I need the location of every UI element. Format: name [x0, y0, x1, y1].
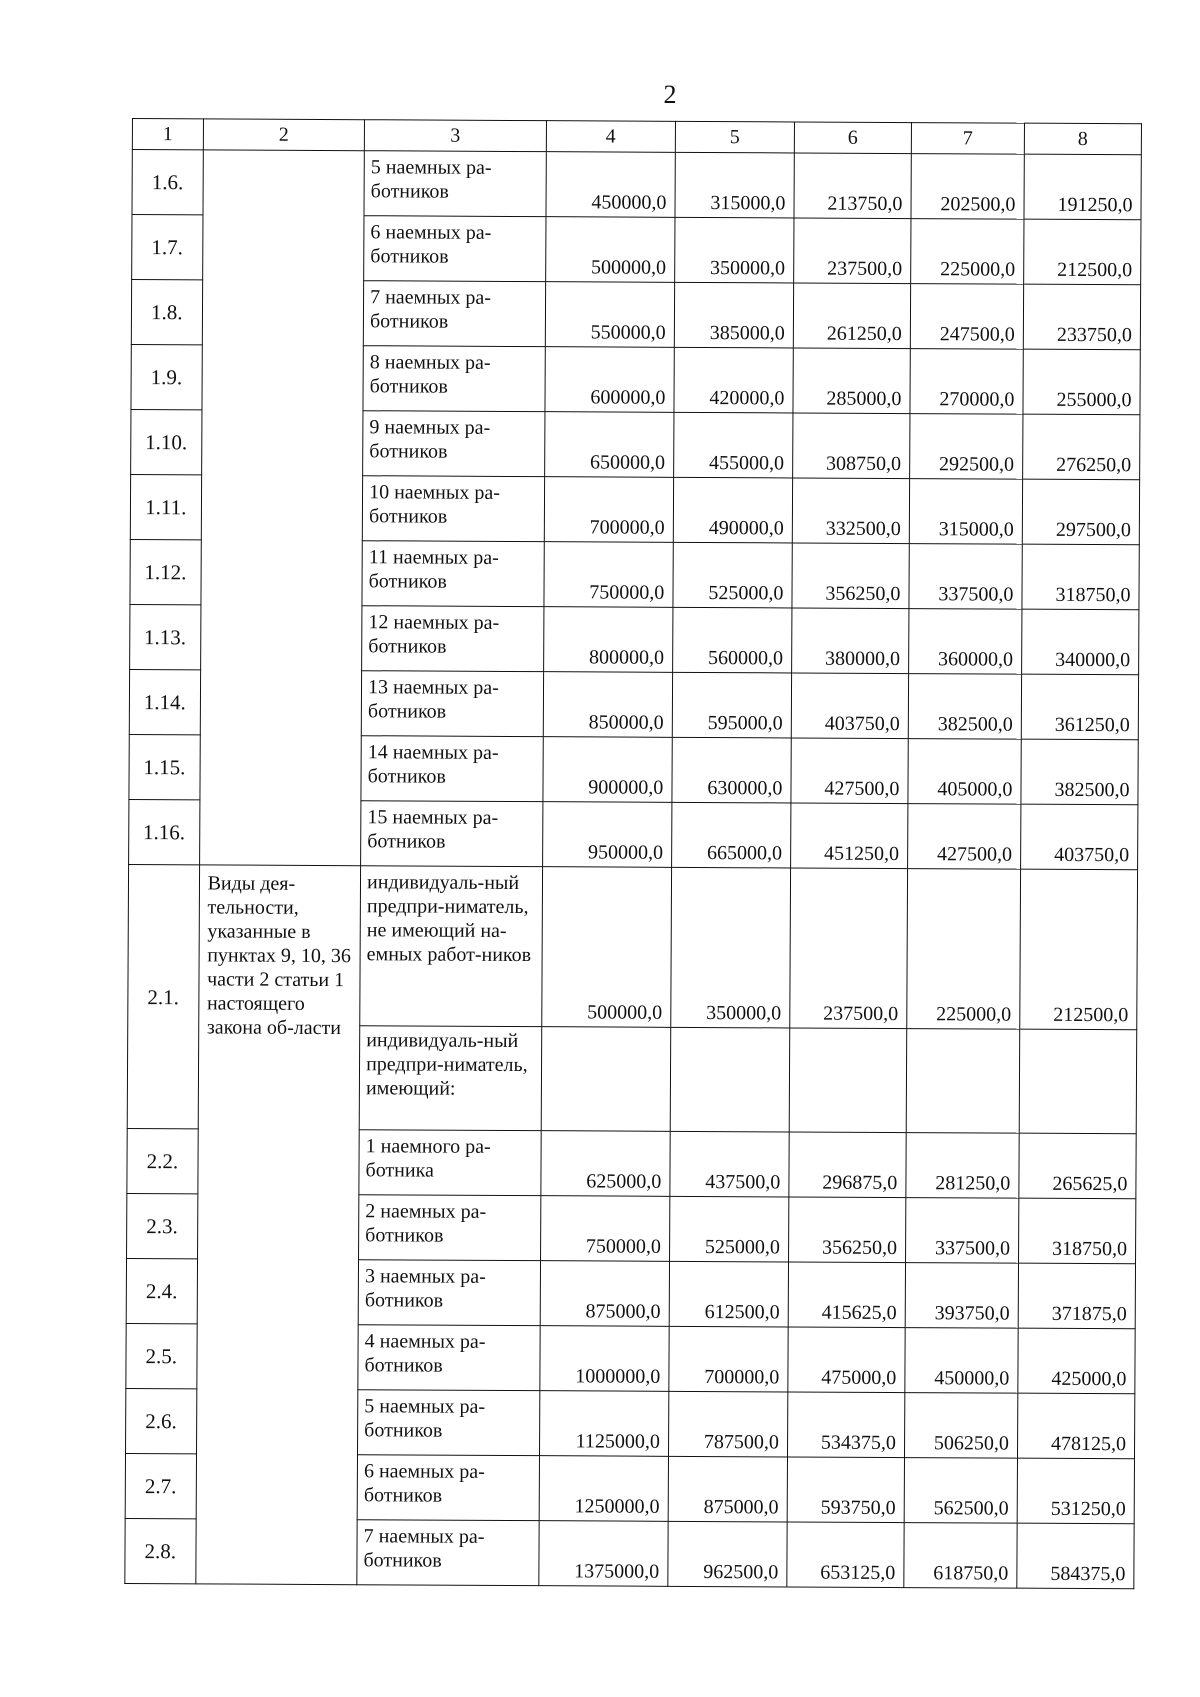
value-cell: 255000,0: [1023, 349, 1140, 415]
value-cell: 455000,0: [673, 412, 792, 478]
row-description: 6 наемных ра-ботников: [357, 1455, 539, 1521]
value-cell: 531250,0: [1017, 1458, 1134, 1524]
header-cell: 1: [132, 119, 203, 150]
value-cell: 560000,0: [672, 607, 791, 673]
value-cell: 415625,0: [788, 1262, 905, 1328]
value-cell: 1125000,0: [539, 1391, 668, 1457]
empty-value-cell: [906, 1029, 1020, 1134]
row-number: 1.15.: [129, 734, 200, 799]
value-cell: 382500,0: [908, 674, 1021, 740]
value-cell: 593750,0: [787, 1457, 904, 1523]
row-description: 14 наемных ра-ботников: [361, 736, 543, 802]
value-cell: 478125,0: [1017, 1393, 1134, 1459]
row-description: 3 наемных ра-ботников: [358, 1260, 540, 1326]
row-description: 1 наемного ра-ботника: [359, 1130, 541, 1196]
empty-value-cell: [670, 1027, 790, 1132]
value-cell: 584375,0: [1017, 1523, 1134, 1589]
value-cell: 318750,0: [1018, 1198, 1135, 1264]
value-cell: 420000,0: [674, 347, 793, 413]
value-cell: 525000,0: [669, 1196, 788, 1262]
value-cell: 356250,0: [788, 1197, 905, 1263]
value-cell: 292500,0: [910, 414, 1023, 480]
value-cell: 191250,0: [1024, 154, 1141, 220]
value-cell: 403750,0: [1020, 804, 1137, 870]
value-cell: 247500,0: [910, 284, 1023, 350]
row-number: 1.14.: [129, 669, 200, 734]
value-cell: 612500,0: [669, 1261, 788, 1327]
row-number: 2.6.: [126, 1388, 197, 1453]
table-row: [128, 864, 1138, 1029]
value-cell: 315000,0: [675, 152, 794, 218]
value-cell: 237500,0: [790, 868, 908, 1029]
value-cell: 332500,0: [792, 478, 909, 544]
value-cell: 500000,0: [545, 217, 674, 283]
value-cell: 237500,0: [794, 218, 911, 284]
value-cell: 600000,0: [545, 347, 674, 413]
value-cell: 233750,0: [1023, 284, 1140, 350]
value-cell: 427500,0: [791, 738, 908, 804]
value-cell: 595000,0: [672, 672, 791, 738]
header-cell: 8: [1024, 123, 1141, 155]
value-cell: 340000,0: [1021, 609, 1138, 675]
value-cell: 787500,0: [668, 1391, 787, 1457]
value-cell: 650000,0: [544, 412, 673, 478]
row-description: 5 наемных ра-ботников: [364, 151, 546, 217]
row-number: 1.13.: [130, 604, 201, 669]
value-cell: 900000,0: [543, 737, 672, 803]
row-description: 2 наемных ра-ботников: [359, 1195, 541, 1261]
value-cell: 1375000,0: [538, 1521, 667, 1587]
row-number: 1.6.: [132, 150, 203, 215]
row-description: 12 наемных ра-ботников: [362, 606, 544, 672]
value-cell: 534375,0: [787, 1392, 904, 1458]
value-cell: 270000,0: [910, 349, 1023, 415]
value-cell: 653125,0: [787, 1522, 904, 1588]
value-cell: 385000,0: [674, 282, 793, 348]
value-cell: 281250,0: [906, 1133, 1019, 1199]
value-cell: 403750,0: [791, 673, 908, 739]
value-cell: 625000,0: [541, 1131, 670, 1197]
value-cell: 525000,0: [673, 542, 792, 608]
value-cell: 630000,0: [672, 737, 791, 803]
value-cell: 382500,0: [1021, 739, 1138, 805]
value-cell: 405000,0: [908, 739, 1021, 805]
row-description: 7 наемных ра-ботников: [363, 281, 545, 347]
row-description: 4 наемных ра-ботников: [358, 1325, 540, 1391]
value-cell: 962500,0: [668, 1521, 787, 1587]
row-description: 8 наемных ра-ботников: [363, 346, 545, 412]
row-description: 6 наемных ра-ботников: [364, 216, 546, 282]
value-cell: 213750,0: [794, 153, 911, 219]
value-cell: 750000,0: [540, 1196, 669, 1262]
row-number: 1.11.: [130, 474, 201, 539]
value-cell: 393750,0: [905, 1263, 1018, 1329]
row-description: 7 наемных ра-ботников: [357, 1520, 539, 1586]
value-cell: 437500,0: [670, 1131, 789, 1197]
row-description: индивидуаль-ный предпри-ниматель, не имеющий на-емных работ-ников: [360, 866, 542, 1027]
value-cell: 665000,0: [671, 802, 790, 868]
row-description: 11 наемных ра-ботников: [362, 541, 544, 607]
value-cell: 850000,0: [543, 672, 672, 738]
value-cell: 308750,0: [792, 413, 909, 479]
value-cell: 875000,0: [668, 1456, 787, 1522]
empty-value-cell: [789, 1028, 907, 1133]
tariff-table: [124, 118, 1142, 1589]
value-cell: 450000,0: [905, 1328, 1018, 1394]
value-cell: 261250,0: [793, 283, 910, 349]
value-cell: 285000,0: [793, 348, 910, 414]
value-cell: 450000,0: [546, 152, 675, 218]
row-number: 2.2.: [127, 1128, 198, 1193]
activity-group-label: Виды дея-тельности, указанные в пунктах 9, 10, 36 части 2 статьи 1 настоящего закона об-ласти: [195, 865, 360, 1585]
row-number: 2.3.: [127, 1193, 198, 1258]
row-number: 2.7.: [125, 1453, 196, 1518]
value-cell: 225000,0: [911, 219, 1024, 285]
value-cell: 371875,0: [1018, 1263, 1135, 1329]
value-cell: 950000,0: [542, 802, 671, 868]
header-cell: 6: [794, 122, 911, 154]
page-number: 2: [663, 80, 677, 109]
row-description: 13 наемных ра-ботников: [361, 671, 543, 737]
row-description: индивидуаль-ный предпри-ниматель, имеющий:: [359, 1026, 541, 1131]
value-cell: 318750,0: [1022, 544, 1139, 610]
value-cell: 800000,0: [543, 607, 672, 673]
value-cell: 475000,0: [788, 1327, 905, 1393]
row-number: 2.8.: [125, 1518, 196, 1583]
row-number: 1.12.: [130, 539, 201, 604]
row-number: 1.10.: [131, 409, 202, 474]
value-cell: 212500,0: [1024, 219, 1141, 285]
value-cell: 315000,0: [909, 479, 1022, 545]
header-cell: 2: [203, 119, 365, 151]
value-cell: 700000,0: [669, 1326, 788, 1392]
value-cell: 202500,0: [911, 154, 1024, 220]
value-cell: 276250,0: [1023, 414, 1140, 480]
row-number: 2.5.: [126, 1323, 197, 1388]
value-cell: 361250,0: [1021, 674, 1138, 740]
value-cell: 212500,0: [1020, 869, 1138, 1030]
value-cell: 562500,0: [904, 1458, 1017, 1524]
value-cell: 360000,0: [908, 609, 1021, 675]
value-cell: 1250000,0: [539, 1456, 668, 1522]
table-row: [132, 150, 1141, 220]
value-cell: 350000,0: [674, 217, 793, 283]
value-cell: 337500,0: [909, 544, 1022, 610]
value-cell: 490000,0: [673, 477, 792, 543]
row-description: 10 наемных ра-ботников: [362, 476, 544, 542]
value-cell: 550000,0: [545, 282, 674, 348]
value-cell: 875000,0: [540, 1261, 669, 1327]
row-number: 1.7.: [132, 215, 203, 280]
row-description: 5 наемных ра-ботников: [358, 1390, 540, 1456]
row-number: 1.9.: [131, 344, 202, 409]
header-cell: 5: [675, 121, 794, 153]
value-cell: 297500,0: [1022, 479, 1139, 545]
row-description: 15 наемных ра-ботников: [361, 801, 543, 867]
value-cell: 451250,0: [790, 803, 907, 869]
value-cell: 750000,0: [544, 542, 673, 608]
value-cell: 350000,0: [671, 867, 791, 1028]
empty-value-cell: [1019, 1029, 1137, 1134]
header-cell: 4: [546, 121, 675, 153]
row-number: 2.4.: [126, 1258, 197, 1323]
value-cell: 700000,0: [544, 477, 673, 543]
value-cell: 618750,0: [904, 1523, 1017, 1589]
value-cell: 380000,0: [791, 608, 908, 674]
value-cell: 506250,0: [904, 1393, 1017, 1459]
header-cell: 3: [364, 120, 546, 152]
value-cell: 427500,0: [907, 804, 1020, 870]
header-cell: 7: [911, 123, 1024, 155]
value-cell: 225000,0: [907, 869, 1021, 1030]
row-description: 9 наемных ра-ботников: [363, 411, 545, 477]
row-number: 1.16.: [129, 799, 200, 864]
value-cell: 1000000,0: [540, 1326, 669, 1392]
value-cell: 296875,0: [789, 1132, 906, 1198]
value-cell: 425000,0: [1018, 1328, 1135, 1394]
value-cell: 265625,0: [1019, 1133, 1136, 1199]
value-cell: 337500,0: [905, 1198, 1018, 1264]
group-label-empty: [199, 150, 364, 866]
row-number: 1.8.: [131, 280, 202, 345]
row-number: 2.1.: [127, 864, 199, 1128]
value-cell: 500000,0: [541, 867, 671, 1028]
value-cell: 356250,0: [792, 543, 909, 609]
empty-value-cell: [541, 1027, 671, 1132]
